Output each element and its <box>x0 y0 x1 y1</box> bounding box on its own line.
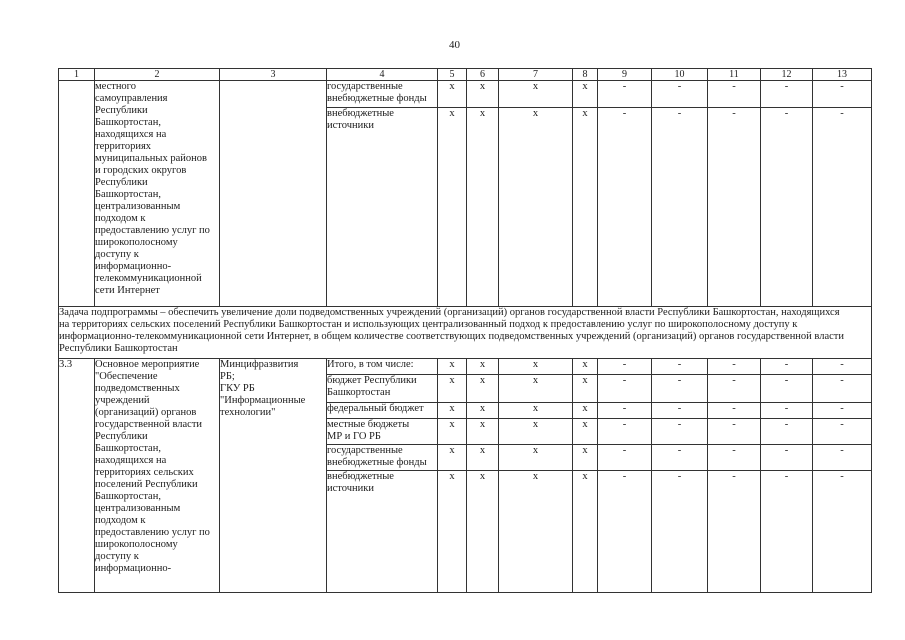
value-cell: х <box>438 359 467 375</box>
measure-name-cell: местного самоуправления Республики Башкортостан, находящихся на территориях муниципальных районов и городских округов Республики Башкортостан, централизованным подходом к предоставлению услуг по широкополосному доступу к информационно- телекоммуникационной сети Интернет <box>95 81 220 307</box>
table-header-cell: 3 <box>220 69 327 81</box>
value-cell: х <box>573 419 598 445</box>
value-cell: х <box>467 375 499 403</box>
value-cell: - <box>708 375 761 403</box>
value-cell: - <box>652 108 708 307</box>
table-header-row <box>59 69 872 81</box>
value-cell: - <box>761 403 813 419</box>
value-cell: х <box>499 359 573 375</box>
value-cell: х <box>499 419 573 445</box>
value-cell: - <box>761 81 813 108</box>
value-cell: - <box>598 403 652 419</box>
value-cell: - <box>652 471 708 593</box>
value-cell: х <box>467 471 499 593</box>
value-cell: - <box>708 108 761 307</box>
value-cell: х <box>499 375 573 403</box>
funding-source-cell: государственные внебюджетные фонды <box>327 81 438 108</box>
value-cell: - <box>708 419 761 445</box>
value-cell: - <box>761 471 813 593</box>
value-cell: х <box>438 445 467 471</box>
value-cell: - <box>761 445 813 471</box>
value-cell: - <box>813 403 872 419</box>
value-cell: х <box>573 375 598 403</box>
table-header-cell: 9 <box>598 69 652 81</box>
value-cell: х <box>467 359 499 375</box>
value-cell: - <box>761 108 813 307</box>
value-cell: - <box>652 359 708 375</box>
value-cell: - <box>598 359 652 375</box>
value-cell: х <box>573 403 598 419</box>
funding-source-cell: внебюджетные источники <box>327 471 438 593</box>
value-cell: х <box>467 403 499 419</box>
value-cell: х <box>438 403 467 419</box>
value-cell: х <box>438 81 467 108</box>
value-cell: - <box>813 419 872 445</box>
value-cell: - <box>598 471 652 593</box>
value-cell: х <box>573 445 598 471</box>
value-cell: - <box>598 81 652 108</box>
value-cell: - <box>708 359 761 375</box>
value-cell: - <box>813 471 872 593</box>
table-header-cell: 4 <box>327 69 438 81</box>
value-cell: - <box>813 359 872 375</box>
program-table <box>58 68 872 593</box>
executor-cell: Минцифразвития РБ; ГКУ РБ "Информационные технологии" <box>220 359 327 593</box>
value-cell: - <box>652 419 708 445</box>
value-cell: х <box>438 471 467 593</box>
value-cell: - <box>598 108 652 307</box>
table-header-cell: 8 <box>573 69 598 81</box>
page-number: 40 <box>449 39 460 51</box>
table-row <box>59 81 872 108</box>
value-cell: х <box>499 108 573 307</box>
table-header-cell: 2 <box>95 69 220 81</box>
task-row <box>59 307 872 359</box>
executor-cell <box>220 81 327 307</box>
table-header-cell: 10 <box>652 69 708 81</box>
value-cell: - <box>598 445 652 471</box>
row-number-cell <box>59 81 95 307</box>
table-header-cell: 5 <box>438 69 467 81</box>
value-cell: х <box>467 108 499 307</box>
value-cell: х <box>438 108 467 307</box>
value-cell: х <box>499 403 573 419</box>
value-cell: - <box>708 471 761 593</box>
table-header-cell: 13 <box>813 69 872 81</box>
value-cell: - <box>652 81 708 108</box>
measure-name-cell: Основное мероприятие "Обеспечение подведомственных учреждений (организаций) органов государственной власти Республики Башкортостан, находящихся на территориях сельских поселений Республики Башкортостан, централизованным подходом к предоставлению услуг по широкополосному доступу к информационно- <box>95 359 220 593</box>
table-header-cell: 12 <box>761 69 813 81</box>
value-cell: - <box>708 81 761 108</box>
value-cell: х <box>499 471 573 593</box>
value-cell: - <box>761 359 813 375</box>
row-number-cell: 3.3 <box>59 359 95 593</box>
table-header-cell: 1 <box>59 69 95 81</box>
funding-source-cell: внебюджетные источники <box>327 108 438 307</box>
value-cell: - <box>761 419 813 445</box>
value-cell: - <box>652 445 708 471</box>
funding-source-cell: Итого, в том числе: <box>327 359 438 375</box>
table-header-cell: 7 <box>499 69 573 81</box>
value-cell: х <box>499 81 573 108</box>
value-cell: - <box>813 375 872 403</box>
value-cell: - <box>761 375 813 403</box>
value-cell: - <box>652 375 708 403</box>
value-cell: - <box>708 403 761 419</box>
value-cell: х <box>467 81 499 108</box>
value-cell: х <box>438 375 467 403</box>
funding-source-cell: федеральный бюджет <box>327 403 438 419</box>
value-cell: - <box>708 445 761 471</box>
value-cell: - <box>813 108 872 307</box>
funding-source-cell: бюджет Республики Башкортостан <box>327 375 438 403</box>
task-text: Задача подпрограммы – обеспечить увеличение доли подведомственных учреждений (организаций) органов государственной власти Республики Башкортостан, находящихся на территориях сельских поселений Республики Башкортостан и использующих централизованный подход к предоставлению услуг по широкополосному доступу к информационно-телекоммуникационной сети Интернет, в общем количестве соответствующих подведомственных учреждений (организаций) органов государственной власти Республики Башкортостан <box>59 307 872 359</box>
value-cell: х <box>438 419 467 445</box>
value-cell: - <box>598 375 652 403</box>
funding-source-cell: государственные внебюджетные фонды <box>327 445 438 471</box>
funding-source-cell: местные бюджеты МР и ГО РБ <box>327 419 438 445</box>
value-cell: - <box>813 81 872 108</box>
value-cell: х <box>499 445 573 471</box>
value-cell: - <box>813 445 872 471</box>
table-row <box>59 359 872 375</box>
value-cell: х <box>573 108 598 307</box>
table-header-cell: 6 <box>467 69 499 81</box>
value-cell: - <box>598 419 652 445</box>
value-cell: - <box>652 403 708 419</box>
value-cell: х <box>467 445 499 471</box>
value-cell: х <box>573 359 598 375</box>
value-cell: х <box>467 419 499 445</box>
value-cell: х <box>573 81 598 108</box>
value-cell: х <box>573 471 598 593</box>
table-header-cell: 11 <box>708 69 761 81</box>
